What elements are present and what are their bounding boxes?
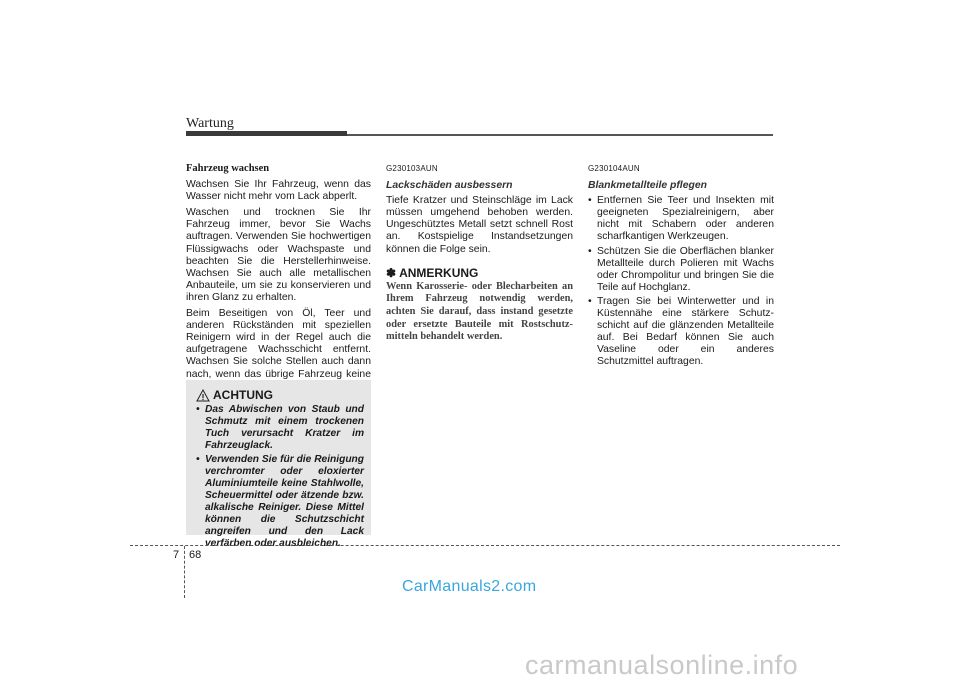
section-code: G230104AUN xyxy=(588,164,640,173)
paragraph: Beim Beseitigen von Öl, Teer und anderen Rückständen mit speziellen Reinigern wird in der Regel auch die aufgetragene Wachsschicht entfernt. Wachsen Sie solche Stellen auch dann nach, wenn das übrige Fahrzeug keine xyxy=(186,308,371,380)
section-title: Wartung xyxy=(186,116,234,131)
heading-waxing: Fahrzeug wachsen xyxy=(186,163,270,174)
bright-metal-list xyxy=(588,195,774,368)
warning-list xyxy=(196,404,364,550)
list-item: • Tragen Sie bei Winterwetter und in Küstennähe eine stärkere Schutz-schicht auf die glänzenden Metallteile auf. Bei Bedarf können Sie auch Vaseline oder ein anderes Schutzmittel auftragen. xyxy=(588,296,774,369)
watermark-carmanuals2[interactable]: CarManuals2.com xyxy=(402,578,537,595)
paragraph: Waschen und trocknen Sie Ihr Fahrzeug immer, bevor Sie Wachs auftragen. Verwenden Sie hochwertigen Flüssigwachs oder Wachspaste und beachten Sie die Herstellerhinweise. Wachsen Sie auch alle metallischen Anbauteile, um sie zu konservieren und ihren Glanz zu erhalten. xyxy=(186,207,371,303)
paragraph: Tiefe Kratzer und Steinschläge im Lack müssen umgehend behoben werden. Ungeschütztes Metall setzt schnell Rost an. Kostspielige Instandsetzungen können die Folge sein. xyxy=(386,195,573,255)
list-item: • Das Abwischen von Staub und Schmutz mit einem trockenen Tuch verursacht Kratzer im Fahrzeuglack. xyxy=(196,404,364,452)
note-header xyxy=(386,267,573,279)
paragraph: Wachsen Sie Ihr Fahrzeug, wenn das Wasser nicht mehr vom Lack abperlt. xyxy=(186,179,371,203)
heading-paint-repair: Lackschäden ausbessern xyxy=(386,180,513,192)
column-waxing xyxy=(186,163,371,397)
header-rule-thick xyxy=(186,131,347,136)
warning-box xyxy=(186,380,371,549)
footer-rule-vertical xyxy=(184,546,185,598)
footer-rule xyxy=(130,545,840,546)
page-number: 68 xyxy=(189,549,202,561)
note-title: ANMERKUNG xyxy=(399,265,479,280)
section-code: G230103AUN xyxy=(386,164,438,173)
list-item: • Schützen Sie die Oberflächen blanker Metallteile durch Polieren mit Wachs oder Chrompolitur und bringen Sie die Teile auf Hochglanz. xyxy=(588,246,774,294)
heading-bright-metal: Blankmetallteile pflegen xyxy=(588,180,707,192)
column-bright-metal xyxy=(588,163,774,371)
column-paint-repair xyxy=(386,163,573,344)
warning-header xyxy=(196,388,364,402)
watermark-carmanualsonline: carmanualsonline.info xyxy=(525,650,799,680)
note-text: Wenn Karosserie- oder Blecharbeiten an Ihrem Fahrzeug notwendig werden, achten Sie darauf, dass instand gesetzte oder ersetzte Bauteile mit Rostschutz-mitteln behandelt werden. xyxy=(386,280,573,343)
warning-triangle-icon xyxy=(196,389,210,402)
header-rule-thin xyxy=(347,134,773,136)
warning-title: ACHTUNG xyxy=(213,388,273,402)
list-item: • Entfernen Sie Teer und Insekten mit geeigneten Spezialreinigern, aber nicht mit Schabern oder anderen scharfkantigen Werkzeugen. xyxy=(588,195,774,243)
note-symbol-icon: ✽ xyxy=(386,265,397,280)
list-item: • Verwenden Sie für die Reinigung verchromter oder eloxierter Aluminiumteile keine Stahlwolle, Scheuermittel oder ätzende bzw. alkalische Reiniger. Diese Mittel können die Schutzschicht angreifen und den Lack verfärben oder ausbleichen. xyxy=(196,454,364,550)
chapter-number: 7 xyxy=(173,549,180,561)
